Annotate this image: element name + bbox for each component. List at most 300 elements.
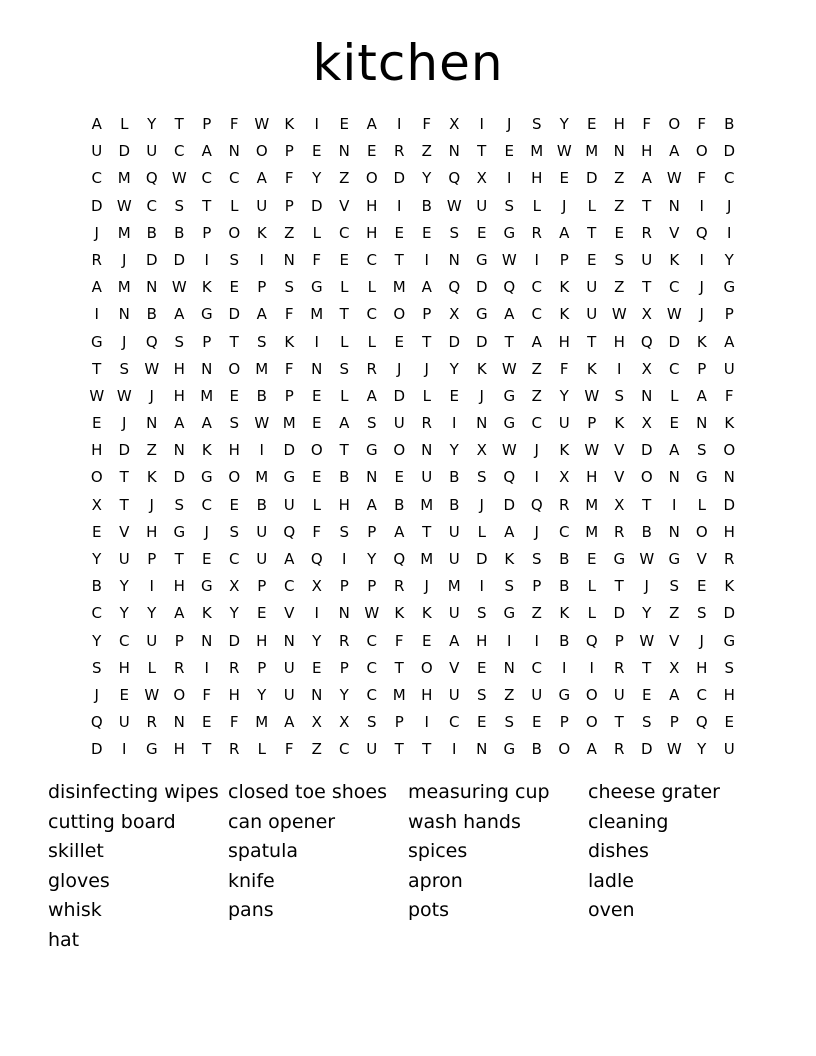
grid-letter: C	[366, 658, 377, 677]
grid-letter: M	[310, 305, 324, 324]
grid-letter: W	[666, 740, 682, 759]
grid-letter: O	[558, 740, 571, 759]
grid-letter: I	[452, 740, 457, 759]
grid-row	[83, 628, 743, 655]
grid-letter: T	[339, 305, 349, 324]
grid-letter: Q	[640, 332, 653, 351]
grid-letter: O	[228, 359, 241, 378]
grid-letter: J	[122, 250, 127, 269]
grid-row	[83, 301, 743, 328]
grid-letter: A	[504, 522, 515, 541]
grid-letter: V	[449, 658, 460, 677]
grid-letter: B	[531, 740, 542, 759]
grid-letter: C	[174, 142, 185, 161]
grid-letter: U	[146, 142, 158, 161]
grid-letter: N	[173, 441, 185, 460]
grid-letter: U	[641, 250, 653, 269]
grid-letter: K	[476, 359, 487, 378]
grid-letter: D	[668, 332, 681, 351]
grid-letter: I	[507, 169, 512, 188]
grid-letter: G	[613, 550, 626, 568]
grid-letter: Q	[503, 278, 516, 297]
grid-letter: O	[695, 522, 708, 541]
grid-letter: R	[339, 631, 350, 650]
grid-letter: A	[91, 115, 102, 133]
grid-letter: N	[173, 713, 185, 732]
grid-letter: P	[339, 577, 349, 596]
grid-letter: J	[699, 278, 704, 297]
grid-letter: Q	[695, 223, 708, 242]
grid-letter: P	[367, 522, 377, 541]
word-list-item: can opener	[228, 810, 336, 833]
grid-letter: D	[118, 142, 131, 161]
grid-letter: P	[697, 359, 707, 378]
grid-letter: W	[446, 196, 462, 215]
grid-letter: A	[201, 142, 212, 161]
grid-letter: G	[695, 468, 708, 487]
grid-letter: X	[669, 658, 680, 677]
grid-letter: O	[393, 441, 406, 460]
grid-letter: G	[173, 522, 186, 541]
grid-letter: E	[312, 142, 322, 161]
grid-letter: V	[339, 196, 350, 215]
grid-letter: E	[229, 278, 239, 297]
grid-letter: B	[174, 223, 185, 242]
grid-letter: P	[587, 414, 597, 433]
grid-letter: U	[723, 359, 735, 378]
grid-letter: B	[91, 577, 102, 596]
grid-letter: C	[201, 495, 212, 514]
grid-letter: Y	[229, 604, 239, 623]
grid-letter: G	[668, 550, 681, 568]
grid-letter: B	[449, 495, 460, 514]
grid-row	[83, 464, 743, 491]
grid-letter: U	[586, 278, 598, 297]
grid-letter: R	[146, 713, 157, 732]
grid-letter: D	[283, 441, 296, 460]
grid-letter: C	[669, 359, 680, 378]
grid-letter: G	[145, 740, 158, 759]
grid-letter: W	[116, 196, 132, 215]
grid-letter: M	[200, 386, 214, 405]
grid-letter: A	[696, 386, 707, 405]
grid-letter: D	[723, 495, 736, 514]
grid-letter: O	[393, 305, 406, 324]
grid-letter: T	[339, 441, 349, 460]
grid-letter: D	[393, 386, 406, 405]
grid-letter: U	[283, 685, 295, 704]
grid-letter: W	[666, 169, 682, 188]
grid-letter: S	[724, 658, 735, 677]
word-list-item: spices	[408, 840, 468, 863]
grid-letter: D	[640, 441, 653, 460]
grid-letter: K	[256, 223, 267, 242]
grid-letter: J	[122, 414, 127, 433]
grid-letter: T	[394, 658, 404, 677]
grid-letter: H	[531, 169, 543, 188]
grid-row	[83, 247, 743, 274]
grid-letter: S	[174, 495, 185, 514]
grid-letter: R	[614, 522, 625, 541]
grid-letter: I	[259, 441, 264, 460]
grid-letter: L	[587, 196, 596, 215]
word-list-item: ladle	[588, 869, 634, 892]
grid-letter: E	[367, 142, 377, 161]
grid-letter: G	[475, 305, 488, 324]
grid-letter: R	[421, 414, 432, 433]
grid-letter: E	[92, 522, 102, 541]
grid-letter: P	[202, 115, 212, 133]
grid-letter: S	[531, 550, 542, 568]
grid-letter: U	[256, 550, 268, 568]
grid-letter: T	[642, 658, 652, 677]
grid-letter: E	[559, 169, 569, 188]
grid-letter: I	[479, 115, 484, 133]
grid-letter: P	[367, 577, 377, 596]
grid-letter: X	[641, 359, 652, 378]
grid-letter: N	[503, 658, 515, 677]
grid-letter: H	[641, 142, 653, 161]
grid-letter: F	[202, 685, 212, 704]
grid-letter: N	[118, 305, 130, 324]
grid-letter: A	[586, 740, 597, 759]
grid-letter: E	[614, 223, 624, 242]
grid-letter: E	[312, 386, 322, 405]
grid-letter: K	[724, 577, 735, 596]
grid-letter: E	[229, 386, 239, 405]
grid-letter: T	[394, 250, 404, 269]
grid-letter: Z	[311, 740, 322, 759]
grid-letter: V	[614, 468, 625, 487]
grid-letter: B	[339, 468, 350, 487]
grid-letter: T	[174, 115, 184, 133]
grid-letter: A	[669, 441, 680, 460]
grid-letter: J	[644, 577, 649, 596]
grid-letter: S	[229, 250, 240, 269]
grid-letter: G	[503, 604, 516, 623]
grid-letter: Y	[312, 169, 322, 188]
grid-letter: X	[339, 713, 350, 732]
grid-letter: S	[614, 386, 625, 405]
grid-letter: P	[724, 305, 734, 324]
grid-letter: A	[669, 142, 680, 161]
grid-letter: I	[507, 631, 512, 650]
grid-letter: P	[559, 713, 569, 732]
grid-letter: Z	[531, 604, 542, 623]
grid-letter: T	[202, 196, 212, 215]
grid-letter: B	[146, 305, 157, 324]
grid-letter: W	[144, 685, 160, 704]
grid-letter: K	[201, 604, 212, 623]
grid-letter: T	[642, 278, 652, 297]
grid-letter: L	[340, 386, 349, 405]
grid-letter: F	[697, 115, 707, 133]
grid-letter: L	[670, 386, 679, 405]
grid-letter: Y	[449, 359, 459, 378]
grid-letter: M	[392, 685, 406, 704]
grid-letter: A	[559, 223, 570, 242]
grid-letter: L	[147, 658, 156, 677]
grid-letter: V	[669, 631, 680, 650]
grid-letter: E	[339, 250, 349, 269]
grid-letter: G	[90, 332, 103, 351]
grid-letter: Z	[531, 359, 542, 378]
grid-letter: R	[614, 740, 625, 759]
grid-letter: L	[587, 577, 596, 596]
grid-letter: U	[91, 142, 103, 161]
grid-letter: P	[422, 305, 432, 324]
grid-letter: M	[420, 495, 434, 514]
grid-letter: Q	[283, 522, 296, 541]
grid-letter: P	[559, 250, 569, 269]
grid-letter: E	[449, 386, 459, 405]
grid-letter: N	[366, 468, 378, 487]
grid-letter: I	[204, 658, 209, 677]
grid-letter: C	[119, 631, 130, 650]
grid-letter: L	[477, 522, 486, 541]
grid-letter: G	[200, 577, 213, 596]
grid-letter: W	[254, 115, 270, 133]
grid-letter: P	[147, 550, 157, 568]
grid-letter: H	[256, 631, 268, 650]
grid-letter: Y	[724, 250, 734, 269]
grid-row	[83, 546, 743, 573]
grid-letter: T	[92, 359, 102, 378]
grid-letter: N	[448, 250, 460, 269]
grid-letter: I	[534, 468, 539, 487]
grid-letter: T	[422, 332, 432, 351]
grid-letter: Q	[448, 169, 461, 188]
grid-letter: W	[254, 414, 270, 433]
grid-letter: G	[503, 223, 516, 242]
grid-letter: Y	[119, 604, 129, 623]
grid-letter: J	[94, 223, 99, 242]
grid-letter: K	[614, 414, 625, 433]
grid-letter: O	[173, 685, 186, 704]
grid-letter: E	[312, 468, 322, 487]
grid-letter: P	[532, 577, 542, 596]
grid-letter: Q	[90, 713, 103, 732]
grid-letter: I	[314, 604, 319, 623]
grid-letter: F	[697, 169, 707, 188]
grid-letter: O	[228, 468, 241, 487]
grid-letter: C	[449, 713, 460, 732]
grid-letter: H	[723, 522, 735, 541]
word-list-item: cheese grater	[588, 781, 720, 803]
grid-letter: U	[448, 604, 460, 623]
grid-letter: I	[452, 414, 457, 433]
grid-letter: X	[449, 115, 460, 133]
grid-letter: S	[366, 414, 377, 433]
grid-letter: U	[393, 414, 405, 433]
grid-letter: T	[642, 196, 652, 215]
grid-letter: G	[200, 305, 213, 324]
grid-row	[83, 329, 743, 356]
grid-letter: A	[421, 278, 432, 297]
grid-letter: M	[255, 359, 269, 378]
grid-letter: Z	[614, 196, 625, 215]
grid-letter: S	[229, 522, 240, 541]
grid-letter: S	[669, 577, 680, 596]
grid-letter: X	[449, 305, 460, 324]
grid-letter: Y	[449, 441, 459, 460]
word-list-item: dishes	[588, 840, 649, 863]
grid-letter: O	[420, 658, 433, 677]
grid-letter: C	[284, 577, 295, 596]
puzzle-title: kitchen	[312, 34, 504, 92]
grid-row	[83, 193, 743, 220]
grid-letter: L	[257, 740, 266, 759]
grid-letter: E	[477, 713, 487, 732]
grid-letter: R	[394, 577, 405, 596]
grid-letter: P	[394, 713, 404, 732]
grid-letter: S	[641, 713, 652, 732]
grid-letter: F	[284, 740, 294, 759]
grid-row	[83, 410, 743, 437]
grid-letter: C	[559, 522, 570, 541]
grid-letter: B	[146, 223, 157, 242]
grid-letter: Q	[145, 332, 158, 351]
grid-letter: N	[476, 414, 488, 433]
grid-letter: J	[479, 386, 484, 405]
grid-letter: H	[696, 658, 708, 677]
grid-letter: R	[91, 250, 102, 269]
grid-letter: G	[503, 386, 516, 405]
grid-letter: I	[342, 550, 347, 568]
grid-letter: K	[146, 468, 157, 487]
grid-letter: Z	[504, 685, 515, 704]
grid-letter: M	[282, 414, 296, 433]
grid-letter: G	[558, 685, 571, 704]
grid-letter: F	[284, 305, 294, 324]
grid-letter: F	[422, 115, 432, 133]
grid-letter: N	[283, 250, 295, 269]
grid-letter: F	[229, 115, 239, 133]
grid-letter: R	[531, 223, 542, 242]
grid-letter: Y	[367, 550, 377, 568]
grid-letter: L	[312, 495, 321, 514]
grid-letter: S	[696, 604, 707, 623]
grid-letter: U	[448, 550, 460, 568]
grid-letter: C	[366, 631, 377, 650]
grid-letter: Q	[503, 468, 516, 487]
grid-letter: W	[639, 631, 655, 650]
grid-letter: I	[699, 250, 704, 269]
grid-letter: C	[669, 278, 680, 297]
grid-letter: Z	[614, 278, 625, 297]
grid-letter: K	[724, 414, 735, 433]
grid-row	[83, 709, 743, 736]
grid-letter: C	[91, 169, 102, 188]
grid-letter: S	[504, 196, 515, 215]
grid-letter: X	[559, 468, 570, 487]
grid-letter: T	[477, 142, 487, 161]
grid-letter: C	[201, 169, 212, 188]
grid-letter: N	[668, 522, 680, 541]
grid-letter: K	[586, 359, 597, 378]
word-list-item: pots	[408, 899, 450, 922]
grid-letter: Y	[312, 631, 322, 650]
grid-letter: F	[312, 250, 322, 269]
grid-letter: R	[614, 658, 625, 677]
grid-letter: J	[507, 115, 512, 133]
word-list-item: oven	[588, 899, 635, 922]
grid-letter: I	[562, 658, 567, 677]
grid-letter: A	[504, 305, 515, 324]
grid-letter: N	[311, 359, 323, 378]
grid-letter: E	[339, 115, 349, 133]
grid-letter: P	[284, 196, 294, 215]
grid-letter: H	[173, 740, 185, 759]
grid-letter: S	[476, 468, 487, 487]
grid-letter: Y	[147, 604, 157, 623]
word-list-item: knife	[228, 869, 275, 892]
grid-letter: D	[228, 631, 241, 650]
grid-letter: N	[283, 631, 295, 650]
grid-row	[83, 220, 743, 247]
grid-letter: S	[449, 223, 460, 242]
grid-letter: J	[479, 495, 484, 514]
grid-letter: F	[312, 522, 322, 541]
word-list-item: measuring cup	[408, 781, 550, 803]
grid-letter: V	[614, 441, 625, 460]
grid-letter: U	[118, 550, 130, 568]
grid-letter: W	[584, 441, 600, 460]
grid-letter: D	[475, 550, 488, 568]
grid-letter: S	[339, 522, 350, 541]
grid-letter: W	[584, 386, 600, 405]
grid-letter: S	[91, 658, 102, 677]
grid-letter: H	[173, 386, 185, 405]
grid-letter: E	[587, 550, 597, 568]
grid-letter: N	[338, 142, 350, 161]
grid-row	[83, 383, 743, 410]
grid-letter: O	[723, 441, 736, 460]
word-list-item: skillet	[48, 840, 104, 863]
grid-letter: H	[173, 359, 185, 378]
grid-letter: T	[229, 332, 239, 351]
word-list-item: hat	[48, 928, 80, 951]
grid-row	[83, 274, 743, 301]
grid-letter: N	[201, 631, 213, 650]
grid-letter: L	[120, 115, 129, 133]
grid-letter: G	[475, 250, 488, 269]
grid-letter: C	[146, 196, 157, 215]
grid-letter: E	[422, 631, 432, 650]
grid-letter: A	[284, 713, 295, 732]
grid-row	[83, 138, 743, 165]
grid-letter: H	[366, 223, 378, 242]
grid-letter: I	[424, 713, 429, 732]
grid-letter: D	[448, 332, 461, 351]
grid-letter: P	[284, 386, 294, 405]
grid-letter: Y	[422, 169, 432, 188]
grid-letter: K	[201, 278, 212, 297]
grid-letter: I	[149, 577, 154, 596]
grid-letter: H	[476, 631, 488, 650]
grid-letter: A	[724, 332, 735, 351]
grid-letter: J	[94, 685, 99, 704]
grid-letter: S	[256, 332, 267, 351]
grid-letter: T	[422, 522, 432, 541]
grid-letter: E	[312, 414, 322, 433]
grid-letter: P	[257, 278, 267, 297]
word-list-item: spatula	[228, 840, 299, 863]
grid-letter: H	[613, 115, 625, 133]
grid-row	[83, 492, 743, 519]
grid-letter: I	[589, 658, 594, 677]
grid-letter: V	[669, 223, 680, 242]
